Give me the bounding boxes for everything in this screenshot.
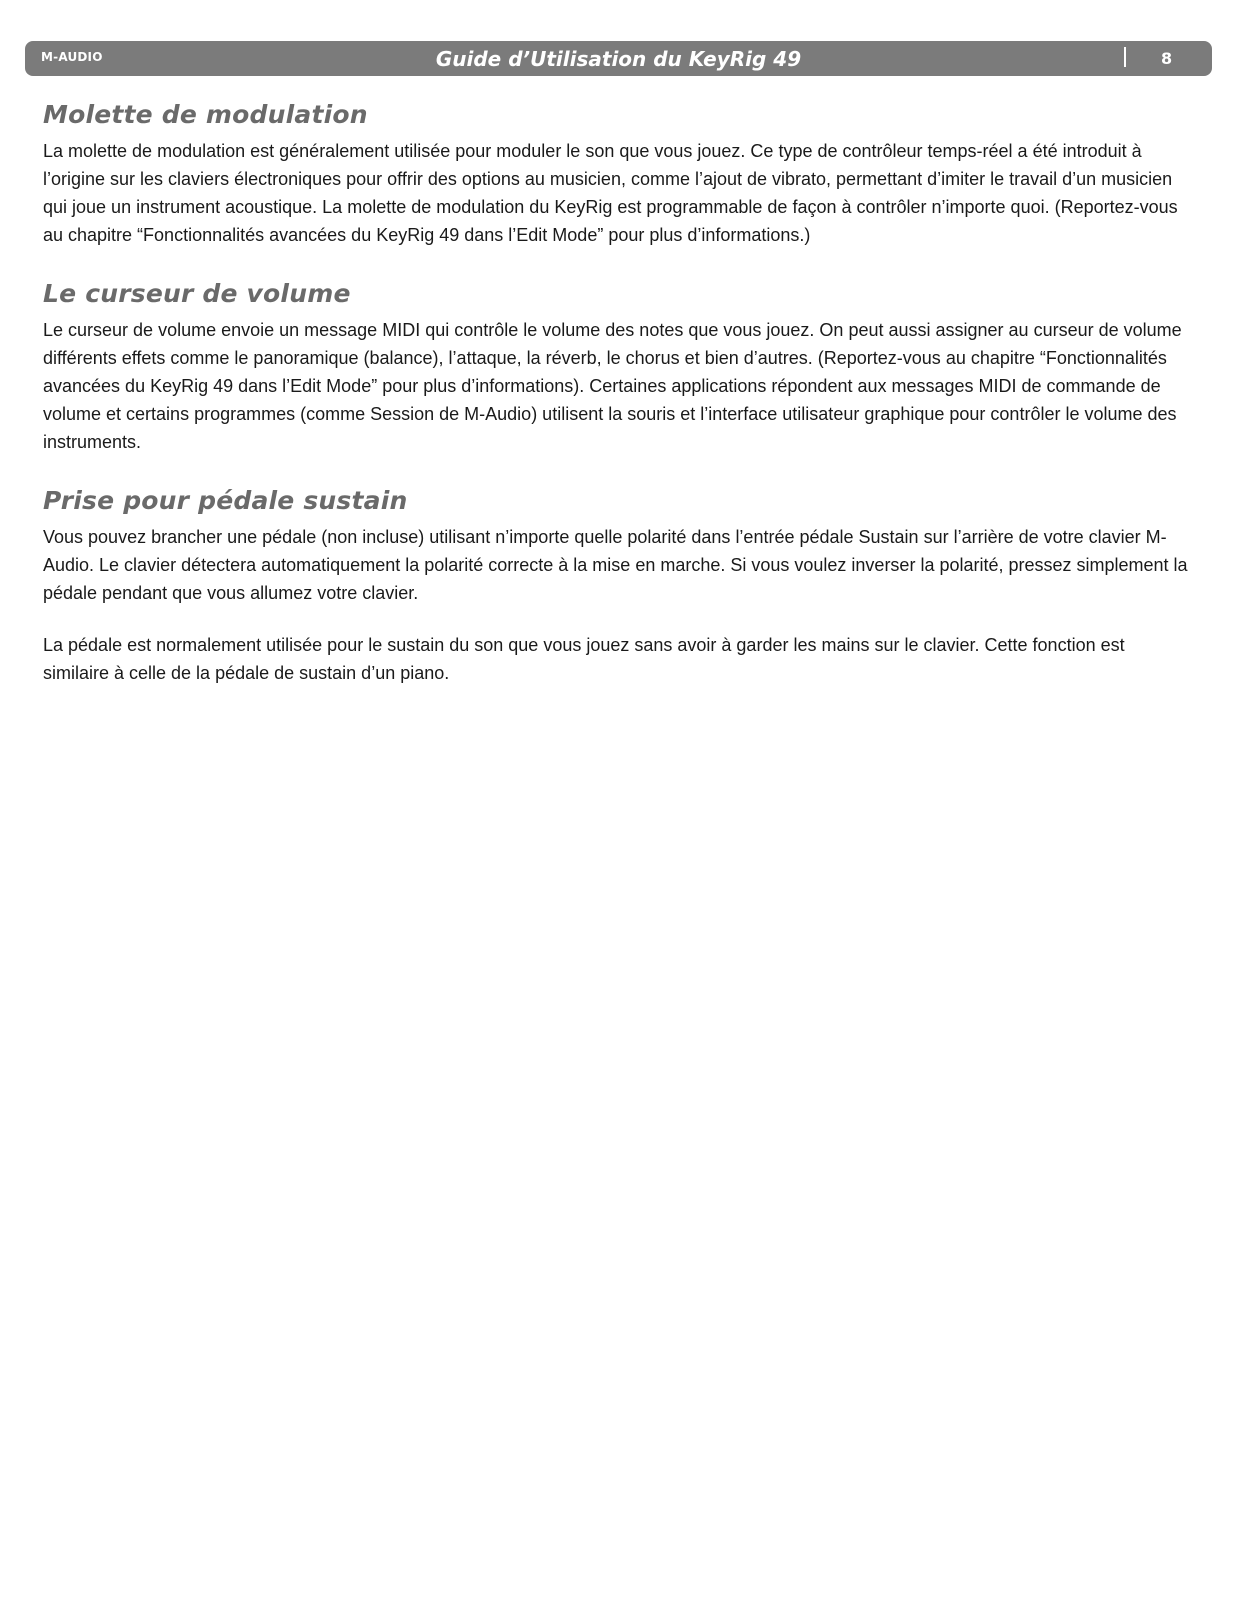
section-volume-slider (43, 279, 1193, 456)
section-paragraph: La molette de modulation est généralement utilisée pour moduler le son que vous jouez. Ce type de contrôleur temps-réel a été introduit à l’origine sur les claviers électroniques pour offrir des options au musicien, comme l’ajout de vibrato, permettant d’imiter le travail d’un musicien qui joue un instrument acoustique. La molette de modulation du KeyRig est programmable de façon à contrôler n’importe quoi. (Reportez-vous au chapitre “Fonctionnalités avancées du KeyRig 49 dans l’Edit Mode” pour plus d’informations.) (43, 141, 1178, 245)
section-sustain-pedal (43, 486, 1193, 687)
header-divider (1124, 47, 1126, 67)
document-title: Guide d’Utilisation du KeyRig 49 (435, 47, 802, 71)
brand-logo-text: M-AUDIO (41, 50, 103, 64)
section-paragraph: Vous pouvez brancher une pédale (non incluse) utilisant n’importe quelle polarité dans l’entrée pédale Sustain sur l’arrière de votre clavier M-Audio. Le clavier détectera automatiquement la polarité correcte à la mise en marche. Si vous voulez inverser la polarité, pressez simplement la pédale pendant que vous allumez votre clavier. (43, 527, 1188, 603)
section-paragraph: La pédale est normalement utilisée pour le sustain du son que vous jouez sans avoir à garder les mains sur le clavier. Cette fonction est similaire à celle de la pédale de sustain d’un piano. (43, 635, 1125, 683)
section-modulation-wheel (43, 100, 1193, 249)
page-number: 8 (1161, 49, 1173, 68)
section-heading: Le curseur de volume (43, 279, 351, 308)
section-heading: Prise pour pédale sustain (43, 486, 408, 515)
page-content (43, 100, 1193, 717)
page-header (25, 41, 1212, 76)
section-heading: Molette de modulation (43, 100, 368, 129)
section-paragraph: Le curseur de volume envoie un message MIDI qui contrôle le volume des notes que vous jouez. On peut aussi assigner au curseur de volume différents effets comme le panoramique (balance), l’attaque, la réverb, le chorus et bien d’autres. (Reportez-vous au chapitre “Fonctionnalités avancées du KeyRig 49 dans l’Edit Mode” pour plus d’informations). Certaines applications répondent aux messages MIDI de commande de volume et certains programmes (comme Session de M-Audio) utilisent la souris et l’interface utilisateur graphique pour contrôler le volume des instruments. (43, 320, 1182, 452)
